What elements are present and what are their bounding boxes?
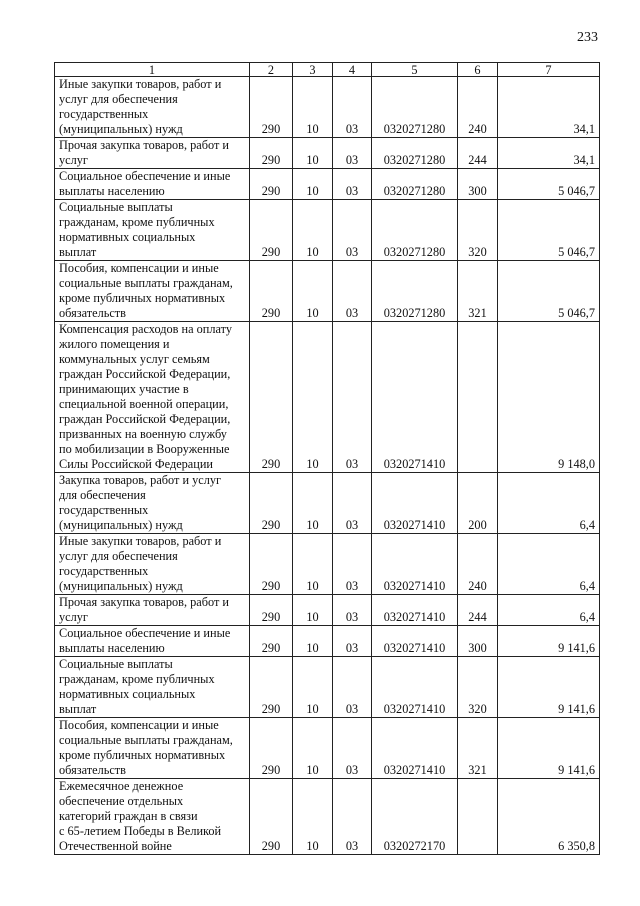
header-col-3: 3 [293,63,333,77]
cell-target-article: 0320271280 [372,77,458,138]
cell-name: Социальные выплаты гражданам, кроме публичных нормативных социальных выплат [55,657,250,718]
cell-name: Иные закупки товаров, работ и услуг для обеспечения государственных (муниципальных) нужд [55,77,250,138]
budget-table [54,62,600,855]
cell-section: 10 [293,779,333,855]
cell-target-article: 0320271410 [372,473,458,534]
cell-expense-type: 240 [458,534,498,595]
cell-ministry-code: 290 [250,200,293,261]
cell-name: Пособия, компенсации и иные социальные выплаты гражданам, кроме публичных нормативных обязательств [55,261,250,322]
table-body [55,77,600,855]
cell-name: Прочая закупка товаров, работ и услуг [55,138,250,169]
cell-section: 10 [293,261,333,322]
cell-subsection: 03 [333,261,372,322]
header-row [55,63,600,77]
cell-subsection: 03 [333,473,372,534]
cell-subsection: 03 [333,595,372,626]
cell-expense-type: 240 [458,77,498,138]
table-row [55,322,600,473]
cell-amount: 34,1 [498,138,600,169]
cell-section: 10 [293,138,333,169]
table-row [55,718,600,779]
cell-section: 10 [293,169,333,200]
cell-ministry-code: 290 [250,595,293,626]
table-row [55,473,600,534]
cell-name: Социальное обеспечение и иные выплаты населению [55,169,250,200]
cell-ministry-code: 290 [250,718,293,779]
cell-expense-type [458,779,498,855]
cell-amount: 9 141,6 [498,657,600,718]
table-row [55,261,600,322]
cell-expense-type: 244 [458,595,498,626]
cell-amount: 5 046,7 [498,169,600,200]
cell-target-article: 0320271410 [372,322,458,473]
cell-section: 10 [293,77,333,138]
cell-amount: 6,4 [498,473,600,534]
cell-target-article: 0320271280 [372,261,458,322]
cell-name: Социальное обеспечение и иные выплаты населению [55,626,250,657]
cell-subsection: 03 [333,779,372,855]
page-number: 233 [577,30,598,45]
cell-target-article: 0320271410 [372,626,458,657]
cell-expense-type: 200 [458,473,498,534]
cell-expense-type: 320 [458,200,498,261]
cell-section: 10 [293,322,333,473]
cell-name: Ежемесячное денежное обеспечение отдельных категорий граждан в связи с 65-летием Победы в Великой Отечественной войне [55,779,250,855]
table-row [55,534,600,595]
cell-subsection: 03 [333,657,372,718]
cell-expense-type: 321 [458,718,498,779]
cell-ministry-code: 290 [250,473,293,534]
cell-amount: 6 350,8 [498,779,600,855]
cell-subsection: 03 [333,200,372,261]
cell-target-article: 0320271410 [372,657,458,718]
cell-target-article: 0320271280 [372,138,458,169]
header-col-4: 4 [333,63,372,77]
cell-expense-type: 244 [458,138,498,169]
cell-ministry-code: 290 [250,138,293,169]
table-row [55,779,600,855]
cell-section: 10 [293,200,333,261]
cell-expense-type: 300 [458,626,498,657]
table-row [55,77,600,138]
cell-name: Закупка товаров, работ и услуг для обеспечения государственных (муниципальных) нужд [55,473,250,534]
cell-amount: 9 141,6 [498,718,600,779]
cell-target-article: 0320271280 [372,169,458,200]
cell-ministry-code: 290 [250,261,293,322]
cell-ministry-code: 290 [250,534,293,595]
cell-expense-type [458,322,498,473]
table-row [55,657,600,718]
table-row [55,169,600,200]
cell-ministry-code: 290 [250,657,293,718]
cell-section: 10 [293,473,333,534]
header-col-5: 5 [372,63,458,77]
cell-ministry-code: 290 [250,779,293,855]
cell-subsection: 03 [333,169,372,200]
cell-subsection: 03 [333,322,372,473]
cell-target-article: 0320271280 [372,200,458,261]
cell-ministry-code: 290 [250,626,293,657]
table-row [55,626,600,657]
cell-name: Компенсация расходов на оплату жилого помещения и коммунальных услуг семьям граждан Российской Федерации, принимающих участие в специальной военной операции, граждан Российской Федерации, призванных на военную службу по мобилизации в Вооруженные Силы Российской Федерации [55,322,250,473]
cell-target-article: 0320271410 [372,534,458,595]
header-col-7: 7 [498,63,600,77]
cell-name: Социальные выплаты гражданам, кроме публичных нормативных социальных выплат [55,200,250,261]
cell-section: 10 [293,595,333,626]
cell-amount: 9 148,0 [498,322,600,473]
cell-amount: 34,1 [498,77,600,138]
cell-section: 10 [293,626,333,657]
cell-amount: 9 141,6 [498,626,600,657]
cell-ministry-code: 290 [250,169,293,200]
cell-target-article: 0320272170 [372,779,458,855]
cell-amount: 5 046,7 [498,261,600,322]
cell-amount: 6,4 [498,534,600,595]
cell-amount: 5 046,7 [498,200,600,261]
cell-expense-type: 320 [458,657,498,718]
table-row [55,200,600,261]
cell-ministry-code: 290 [250,322,293,473]
cell-name: Иные закупки товаров, работ и услуг для обеспечения государственных (муниципальных) нужд [55,534,250,595]
table-row [55,138,600,169]
cell-subsection: 03 [333,138,372,169]
cell-target-article: 0320271410 [372,595,458,626]
cell-target-article: 0320271410 [372,718,458,779]
header-col-6: 6 [458,63,498,77]
cell-section: 10 [293,534,333,595]
cell-section: 10 [293,657,333,718]
table-row [55,595,600,626]
cell-subsection: 03 [333,77,372,138]
cell-name: Прочая закупка товаров, работ и услуг [55,595,250,626]
cell-expense-type: 321 [458,261,498,322]
cell-expense-type: 300 [458,169,498,200]
cell-subsection: 03 [333,626,372,657]
cell-ministry-code: 290 [250,77,293,138]
cell-subsection: 03 [333,718,372,779]
cell-name: Пособия, компенсации и иные социальные выплаты гражданам, кроме публичных нормативных обязательств [55,718,250,779]
header-col-1: 1 [55,63,250,77]
cell-subsection: 03 [333,534,372,595]
cell-amount: 6,4 [498,595,600,626]
header-col-2: 2 [250,63,293,77]
cell-section: 10 [293,718,333,779]
